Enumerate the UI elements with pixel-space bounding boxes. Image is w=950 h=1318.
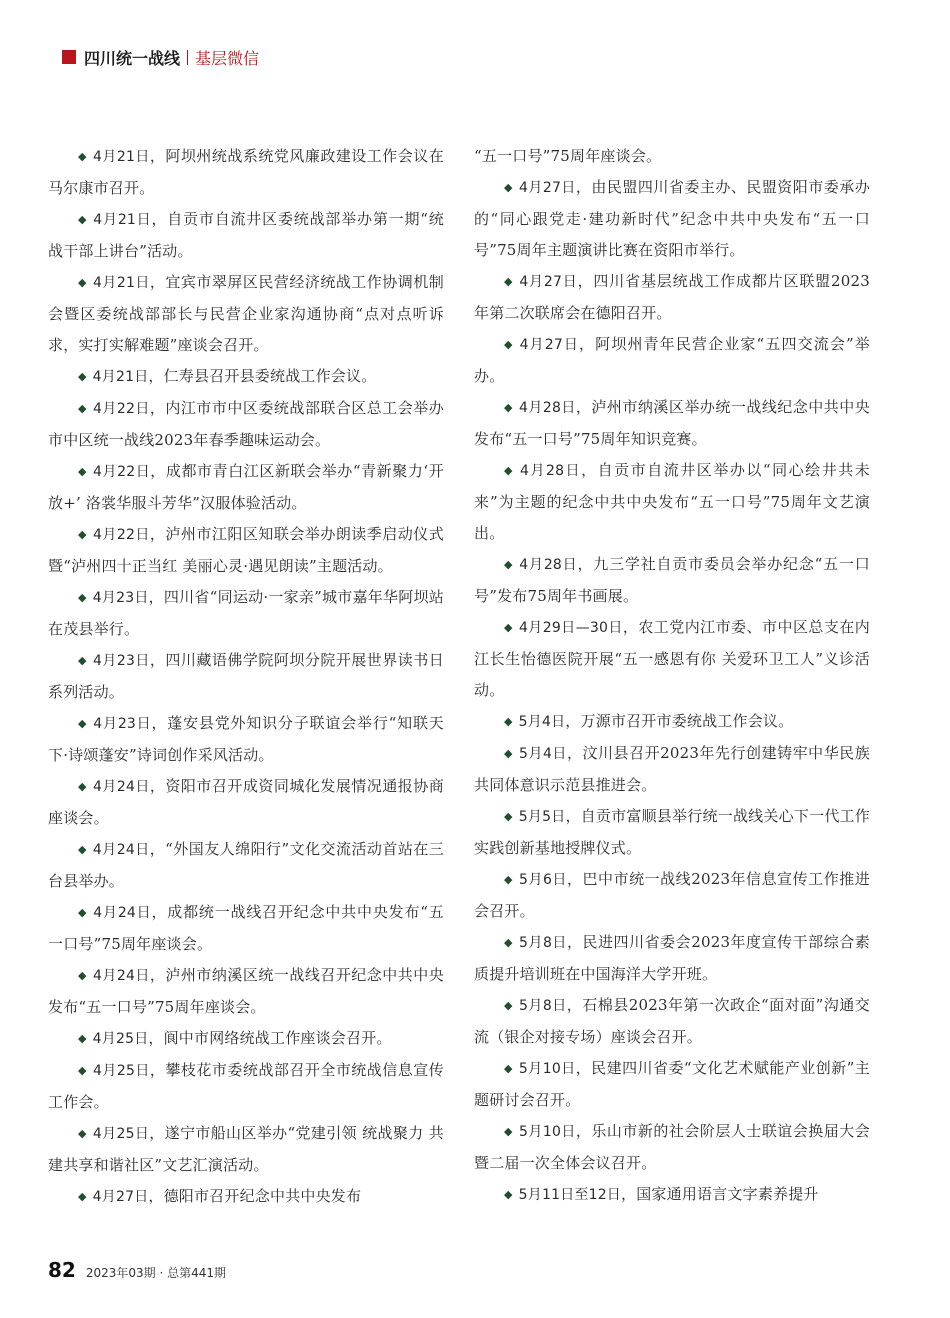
- diamond-bullet-icon: ◆: [78, 528, 87, 541]
- diamond-bullet-icon: ◆: [78, 969, 87, 982]
- news-date: 4月23日: [93, 716, 152, 732]
- diamond-bullet-icon: ◆: [504, 715, 513, 728]
- news-date: 5月10日: [518, 1061, 576, 1077]
- news-item: [48, 361, 444, 393]
- diamond-bullet-icon: ◆: [504, 999, 513, 1012]
- news-item: [48, 771, 444, 834]
- diamond-bullet-icon: ◆: [504, 810, 513, 823]
- news-item: [474, 1116, 870, 1179]
- diamond-bullet-icon: ◆: [504, 181, 513, 194]
- news-text: ，巴中市统一战线2023年信息宣传工作推进会召开。: [474, 870, 870, 920]
- news-text: ，泸州市江阳区知联会举办朗读季启动仪式暨“泸州四十正当红 美丽心灵·遇见朗读”主题活动。: [48, 525, 444, 575]
- diamond-bullet-icon: ◆: [78, 717, 88, 730]
- news-date: 4月24日: [92, 779, 150, 795]
- continuation-text: “五一口号”75周年座谈会。: [474, 147, 662, 165]
- news-text: ，民建四川省委“文化艺术赋能产业创新”主题研讨会召开。: [474, 1059, 870, 1109]
- right-column: [474, 141, 870, 1211]
- news-date: 4月23日: [92, 653, 150, 669]
- news-text: ，四川省“同运动·一家亲”城市嘉年华阿坝站在茂县举行。: [48, 588, 444, 638]
- diamond-bullet-icon: ◆: [504, 936, 513, 949]
- news-date: 4月24日: [92, 842, 150, 858]
- news-date: 4月25日: [92, 1031, 149, 1047]
- issue-info: 2023年03期 · 总第441期: [85, 1266, 227, 1280]
- diamond-bullet-icon: ◆: [504, 338, 514, 351]
- news-date: 4月27日: [519, 337, 580, 353]
- news-item: [48, 519, 444, 582]
- news-item: [48, 897, 444, 960]
- diamond-bullet-icon: ◆: [78, 654, 87, 667]
- news-item: [474, 172, 870, 266]
- news-item: [474, 738, 870, 801]
- news-item: [474, 990, 870, 1053]
- news-item: [474, 927, 870, 990]
- news-item: [474, 801, 870, 864]
- news-date: 5月10日: [518, 1124, 576, 1140]
- column-title: 基层微信: [195, 48, 260, 68]
- news-text: ，农工党内江市委、市中区总支在内江长生怡德医院开展“五一感恩有你 关爱环卫工人”义诊活动。: [474, 618, 871, 699]
- news-item: [474, 1053, 870, 1116]
- diamond-bullet-icon: ◆: [78, 213, 88, 226]
- news-text: ，九三学社自贡市委员会举办纪念“五一口号”发布75周年书画展。: [474, 555, 870, 605]
- left-column: [48, 141, 444, 1213]
- news-date: 4月27日: [92, 1189, 149, 1205]
- news-date: 4月28日: [519, 557, 578, 573]
- magazine-title: 四川统一战线: [84, 48, 181, 68]
- news-item: [48, 1181, 444, 1213]
- news-item: [474, 706, 870, 738]
- news-item: [48, 834, 444, 897]
- news-date: 5月11日至12日: [518, 1187, 622, 1203]
- diamond-bullet-icon: ◆: [78, 780, 87, 793]
- news-text: ，自贡市自流井区举办以“同心绘井共未来”为主题的纪念中共中央发布“五一口号”75周年文艺演出。: [474, 461, 870, 542]
- news-item: [474, 1179, 870, 1211]
- news-item: [48, 708, 444, 771]
- news-item: [48, 1023, 444, 1055]
- news-text: ，自贡市自流井区委统战部举办第一期“统战干部上讲台”活动。: [48, 210, 444, 260]
- news-item: [48, 393, 444, 456]
- news-date: 4月21日: [92, 275, 150, 291]
- news-text: ，国家通用语言文字素养提升: [621, 1185, 819, 1203]
- diamond-bullet-icon: ◆: [78, 402, 87, 415]
- news-text: ，四川藏语佛学院阿坝分院开展世界读书日系列活动。: [48, 651, 444, 701]
- news-item: [48, 1055, 444, 1118]
- news-text: ，四川省基层统战工作成都片区联盟2023年第二次联席会在德阳召开。: [474, 272, 870, 322]
- diamond-bullet-icon: ◆: [504, 747, 513, 760]
- news-date: 4月22日: [92, 527, 150, 543]
- news-item: [474, 266, 870, 329]
- news-date: 5月4日: [519, 746, 567, 762]
- diamond-bullet-icon: ◆: [504, 275, 514, 288]
- news-date: 4月21日: [93, 212, 152, 228]
- news-text: ，攀枝花市委统战部召开全市统战信息宣传工作会。: [48, 1061, 444, 1111]
- news-item: [48, 204, 444, 267]
- news-text: ，仁寿县召开县委统战工作会议。: [148, 367, 377, 385]
- news-item: [474, 329, 870, 392]
- news-text: ，万源市召开市委统战工作会议。: [565, 712, 794, 730]
- red-square-icon: [62, 50, 76, 64]
- news-item: [48, 141, 444, 204]
- diamond-bullet-icon: ◆: [78, 591, 87, 604]
- diamond-bullet-icon: ◆: [504, 621, 513, 634]
- news-text: ，石棉县2023年第一次政企“面对面”沟通交流（银企对接专场）座谈会召开。: [474, 996, 870, 1046]
- diamond-bullet-icon: ◆: [78, 1064, 87, 1077]
- news-item: [474, 864, 870, 927]
- news-item: [474, 392, 870, 455]
- diamond-bullet-icon: ◆: [78, 1032, 87, 1045]
- diamond-bullet-icon: ◆: [504, 401, 513, 414]
- news-text: ，宜宾市翠屏区民营经济统战工作协调机制会暨区委统战部部长与民营企业家沟通协商“点对点听诉求，实打实解难题”座谈会召开。: [48, 273, 444, 354]
- news-date: 4月25日: [92, 1063, 150, 1079]
- news-date: 4月22日: [92, 401, 150, 417]
- news-text: ，阿坝州统战系统党风廉政建设工作会议在马尔康市召开。: [48, 147, 444, 197]
- news-date: 4月24日: [92, 968, 150, 984]
- page-footer: [48, 1258, 226, 1282]
- news-item: [474, 455, 870, 549]
- news-date: 4月28日: [520, 463, 582, 479]
- news-date: 5月4日: [518, 714, 566, 730]
- news-date: 4月22日: [93, 464, 151, 480]
- news-text: ，泸州市纳溪区举办统一战线纪念中共中央发布“五一口号”75周年知识竞赛。: [474, 398, 870, 448]
- news-item: [48, 645, 444, 708]
- news-text: ，成都统一战线召开纪念中共中央发布“五一口号”75周年座谈会。: [48, 903, 444, 953]
- news-text: ，阆中市网络统战工作座谈会召开。: [148, 1029, 392, 1047]
- news-item: [474, 549, 870, 612]
- news-date: 5月8日: [518, 998, 567, 1014]
- news-item: [48, 1118, 444, 1181]
- news-item: [48, 456, 444, 519]
- news-text: ，蓬安县党外知识分子联谊会举行“知联天下·诗颂蓬安”诗词创作采风活动。: [48, 714, 444, 764]
- news-date: 5月6日: [519, 872, 567, 888]
- news-text: ，泸州市纳溪区统一战线召开纪念中共中央发布“五一口号”75周年座谈会。: [48, 966, 444, 1016]
- diamond-bullet-icon: ◆: [504, 1125, 513, 1138]
- news-date: 4月23日: [92, 590, 149, 606]
- diamond-bullet-icon: ◆: [78, 1127, 87, 1140]
- news-text: ，成都市青白江区新联会举办“青新聚力‘开放+’ 洛裳华服斗芳华”汉服体验活动。: [48, 462, 444, 512]
- diamond-bullet-icon: ◆: [504, 1062, 513, 1075]
- diamond-bullet-icon: ◆: [78, 906, 88, 919]
- news-item: [48, 582, 444, 645]
- diamond-bullet-icon: ◆: [78, 1190, 87, 1203]
- diamond-bullet-icon: ◆: [504, 558, 514, 571]
- news-text: ，乐山市新的社会阶层人士联谊会换届大会暨二届一次全体会议召开。: [474, 1122, 870, 1172]
- diamond-bullet-icon: ◆: [78, 276, 87, 289]
- news-item: [474, 612, 870, 706]
- diamond-bullet-icon: ◆: [78, 370, 87, 383]
- header-divider: [187, 50, 188, 65]
- news-date: 5月5日: [518, 809, 566, 825]
- diamond-bullet-icon: ◆: [78, 465, 88, 478]
- news-date: 4月24日: [93, 905, 152, 921]
- news-text: ，德阳市召开纪念中共中央发布: [148, 1187, 362, 1205]
- diamond-bullet-icon: ◆: [504, 1188, 513, 1201]
- diamond-bullet-icon: ◆: [78, 150, 87, 163]
- news-date: 4月27日: [519, 274, 578, 290]
- news-text: ，由民盟四川省委主办、民盟资阳市委承办的“同心跟党走·建功新时代”纪念中共中央发布“五一口号”75周年主题演讲比赛在资阳市举行。: [474, 178, 870, 259]
- news-date: 4月25日: [92, 1126, 150, 1142]
- diamond-bullet-icon: ◆: [504, 873, 513, 886]
- news-text: ，内江市市中区委统战部联合区总工会举办市中区统一战线2023年春季趣味运动会。: [48, 399, 444, 449]
- news-date: 4月29日—30日: [518, 620, 623, 636]
- news-text: ，自贡市富顺县举行统一战线关心下一代工作实践创新基地授牌仪式。: [474, 807, 870, 857]
- news-date: 5月8日: [519, 935, 567, 951]
- news-text: ，阿坝州青年民营企业家“五四交流会”举办。: [474, 335, 870, 385]
- news-date: 4月21日: [92, 149, 150, 165]
- news-text: ，汶川县召开2023年先行创建铸牢中华民族共同体意识示范县推进会。: [474, 744, 870, 794]
- news-item: [48, 267, 444, 361]
- news-text: ，“外国友人绵阳行”文化交流活动首站在三台县举办。: [48, 840, 444, 890]
- diamond-bullet-icon: ◆: [504, 464, 514, 477]
- diamond-bullet-icon: ◆: [78, 843, 87, 856]
- news-text: ，民进四川省委会2023年度宣传干部综合素质提升培训班在中国海洋大学开班。: [474, 933, 870, 983]
- news-item: [48, 960, 444, 1023]
- news-date: 4月28日: [518, 400, 576, 416]
- news-date: 4月21日: [92, 369, 149, 385]
- page-header: [62, 44, 259, 70]
- news-text: ，遂宁市船山区举办“党建引领 统战聚力 共建共享和谐社区”文艺汇演活动。: [48, 1124, 444, 1174]
- right-column-items: [474, 172, 870, 1211]
- news-date: 4月27日: [518, 180, 576, 196]
- news-text: ，资阳市召开成资同城化发展情况通报协商座谈会。: [48, 777, 444, 827]
- page-number: 82: [48, 1258, 76, 1282]
